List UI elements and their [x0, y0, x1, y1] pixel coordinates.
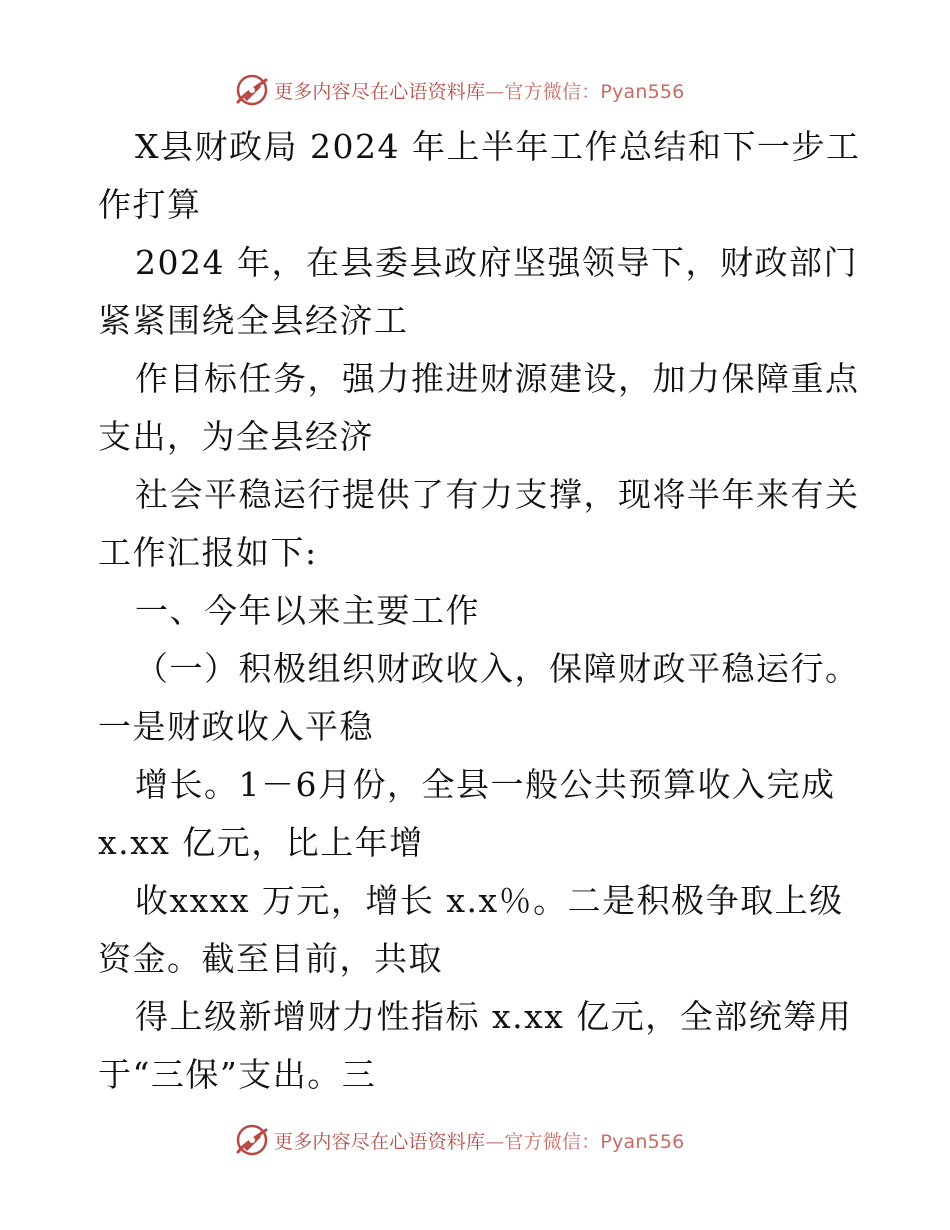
- section-heading: 一、今年以来主要工作: [135, 591, 480, 630]
- footer-watermark: [234, 1122, 684, 1158]
- paragraph-line: 于“三保”支出。三: [98, 1055, 377, 1094]
- paragraph-line: 收xxxx 万元，增长 x.x％。二是积极争取上级: [135, 881, 844, 920]
- paragraph-line: x.xx 亿元，比上年增: [98, 823, 424, 862]
- watermark-text: 更多内容尽在心语资料库—官方微信：Pyan556: [274, 1130, 685, 1153]
- paragraph-line: 增长。1－6月份，全县一般公共预算收入完成: [135, 765, 836, 804]
- paragraph-line: 一是财政收入平稳: [98, 707, 374, 746]
- paragraph-line: 紧紧围绕全县经济工: [98, 301, 409, 340]
- paragraph-line: 得上级新增财力性指标 x.xx 亿元，全部统筹用: [135, 997, 853, 1036]
- header-watermark: [234, 72, 684, 108]
- logo-icon: [234, 72, 270, 108]
- subsection-heading: （一）积极组织财政收入，保障财政平稳运行。: [135, 649, 860, 688]
- paragraph-line: 资金。截至目前，共取: [98, 939, 443, 978]
- paragraph-line: 2024 年，在县委县政府坚强领导下，财政部门: [135, 243, 858, 282]
- paragraph-line: 社会平稳运行提供了有力支撑，现将半年来有关: [135, 475, 860, 514]
- paragraph-line: 作目标任务，强力推进财源建设，加力保障重点: [135, 359, 860, 398]
- watermark-text: 更多内容尽在心语资料库—官方微信：Pyan556: [274, 80, 685, 103]
- paragraph-line: 工作汇报如下:: [98, 533, 318, 572]
- doc-title-line-1: X县财政局 2024 年上半年工作总结和下一步工: [135, 127, 861, 166]
- paragraph-line: 支出，为全县经济: [98, 417, 374, 456]
- doc-title-line-2: 作打算: [98, 185, 202, 224]
- document-body: [98, 118, 861, 1104]
- logo-icon: [234, 1122, 270, 1158]
